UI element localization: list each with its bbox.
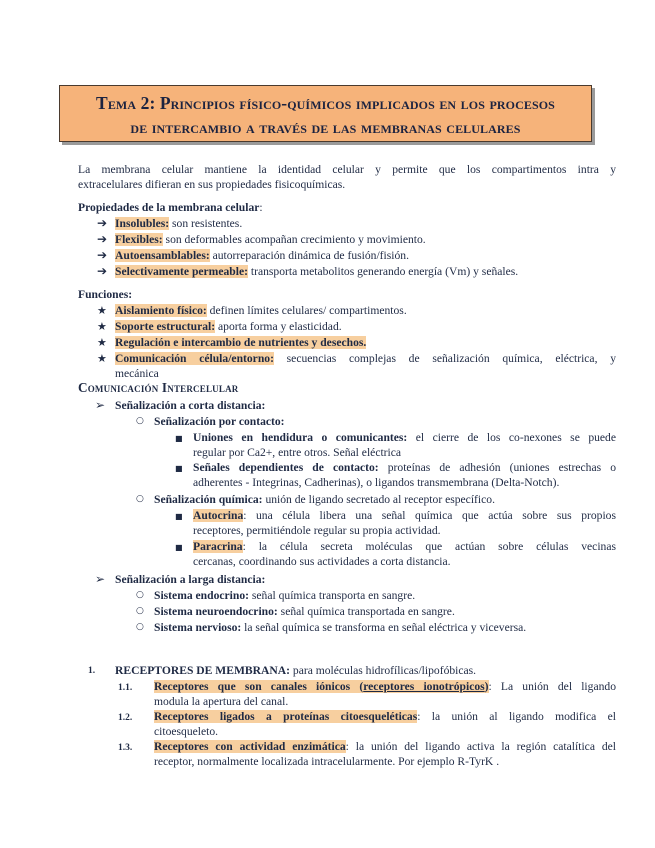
- propiedad-item: Autoensamblables: autorreparación dinámica de fusión/fisión.: [115, 249, 409, 262]
- receptor-item: Receptores que son canales iónicos (receptores ionotrópicos): La unión del ligando: [154, 680, 616, 693]
- comunicacion-heading: Comunicación Intercelular: [78, 380, 239, 395]
- square-bullet-icon: ■: [175, 543, 183, 552]
- receptor-number: 1.1.: [118, 683, 133, 693]
- receptores-number: 1.: [88, 666, 96, 676]
- receptor-number: 1.2.: [118, 713, 133, 723]
- propiedad-item: Flexibles: son deformables acompañan crecimiento y movimiento.: [115, 233, 426, 246]
- larga-item: Sistema neuroendocrino: señal química transportada en sangre.: [154, 605, 455, 618]
- quimica-label: Señalización química: unión de ligando secretado al receptor específico.: [154, 493, 495, 506]
- quimica-item: Paracrina: la célula secreta moléculas que actúan sobre células vecinas: [193, 540, 616, 553]
- quimica-item-cont: receptores, permitiéndole regular su propia actividad.: [193, 524, 441, 537]
- arrow-right-icon: ➔: [97, 264, 108, 278]
- contacto-item: Uniones en hendidura o comunicantes: el cierre de los co-nexones se puede: [193, 431, 616, 444]
- funcion-item: Comunicación célula/entorno: secuencias complejas de señalización química, eléctrica, y: [115, 352, 616, 365]
- quimica-item: Autocrina: una célula libera una señal química que actúa sobre sus propios: [193, 509, 616, 522]
- title-line-2: de intercambio a través de las membranas celulares: [130, 117, 521, 137]
- circle-bullet-icon: ○: [136, 494, 144, 504]
- funcion-item: Aislamiento físico: definen límites celulares/ compartimentos.: [115, 304, 407, 317]
- circle-bullet-icon: ○: [136, 606, 144, 616]
- title-box: [59, 85, 592, 142]
- corta-distancia-label: Señalización a corta distancia:: [115, 399, 266, 412]
- circle-bullet-icon: ○: [136, 416, 144, 426]
- propiedades-heading: Propiedades de la membrana celular:: [78, 201, 263, 214]
- funcion-item: Soporte estructural: aporta forma y elasticidad.: [115, 320, 342, 333]
- star-icon: ★: [97, 304, 107, 317]
- receptor-item: Receptores ligados a proteínas citoesqueléticas: la unión al ligando modifica el: [154, 710, 616, 723]
- contacto-label: Señalización por contacto:: [154, 415, 285, 428]
- contacto-item-cont: adherentes - Integrinas, Cadherinas), o ligandos transmembrana (Delta-Notch).: [193, 476, 560, 489]
- receptor-item-cont: citoesqueleto.: [154, 725, 219, 738]
- receptor-number: 1.3.: [118, 743, 133, 753]
- star-icon: ★: [97, 352, 107, 365]
- intro-line-1: La membrana celular mantiene la identidad celular y permite que los compartimentos intra y: [78, 163, 616, 176]
- funcion-item: Regulación e intercambio de nutrientes y desechos.: [115, 336, 367, 349]
- intro-line-2: extracelulares difieran en sus propiedades fisicoquímicas.: [78, 178, 346, 191]
- larga-item: Sistema endocrino: señal química transporta en sangre.: [154, 589, 416, 602]
- funciones-heading: Funciones:: [78, 288, 133, 301]
- star-icon: ★: [97, 320, 107, 333]
- arrow-right-icon: ➔: [97, 248, 108, 262]
- square-bullet-icon: ■: [175, 512, 183, 521]
- propiedad-item: Selectivamente permeable: transporta metabolitos generando energía (Vm) y señales.: [115, 265, 519, 278]
- circle-bullet-icon: ○: [136, 590, 144, 600]
- receptor-item-cont: modula la apertura del canal.: [154, 695, 289, 708]
- contacto-item: Señales dependientes de contacto: proteínas de adhesión (uniones estrechas o: [193, 461, 616, 474]
- arrowhead-right-icon: ➢: [95, 398, 106, 412]
- arrowhead-right-icon: ➢: [95, 572, 106, 586]
- funcion-item-cont: mecánica: [115, 367, 159, 380]
- contacto-item-cont: regular por Ca2+, entre otros. Señal eléctrica: [193, 446, 402, 459]
- quimica-item-cont: cercanas, coordinando sus actividades a corta distancia.: [193, 555, 451, 568]
- title-line-1: Tema 2: Principios físico-químicos implicados en los procesos: [96, 93, 555, 113]
- larga-distancia-label: Señalización a larga distancia:: [115, 573, 266, 586]
- star-icon: ★: [97, 336, 107, 349]
- receptor-item-cont: receptor, normalmente localizada intracelularmente. Por ejemplo R-TyrK .: [154, 755, 500, 768]
- square-bullet-icon: ■: [175, 464, 183, 473]
- propiedad-item: Insolubles: son resistentes.: [115, 217, 243, 230]
- receptor-item: Receptores con actividad enzimática: la unión del ligando activa la región catalítica del: [154, 740, 616, 753]
- arrow-right-icon: ➔: [97, 232, 108, 246]
- circle-bullet-icon: ○: [136, 622, 144, 632]
- arrow-right-icon: ➔: [97, 216, 108, 230]
- larga-item: Sistema nervioso: la señal química se transforma en señal eléctrica y viceversa.: [154, 621, 527, 634]
- receptores-heading: RECEPTORES DE MEMBRANA: para moléculas hidrofílicas/lipofóbicas.: [115, 664, 477, 677]
- square-bullet-icon: ■: [175, 434, 183, 443]
